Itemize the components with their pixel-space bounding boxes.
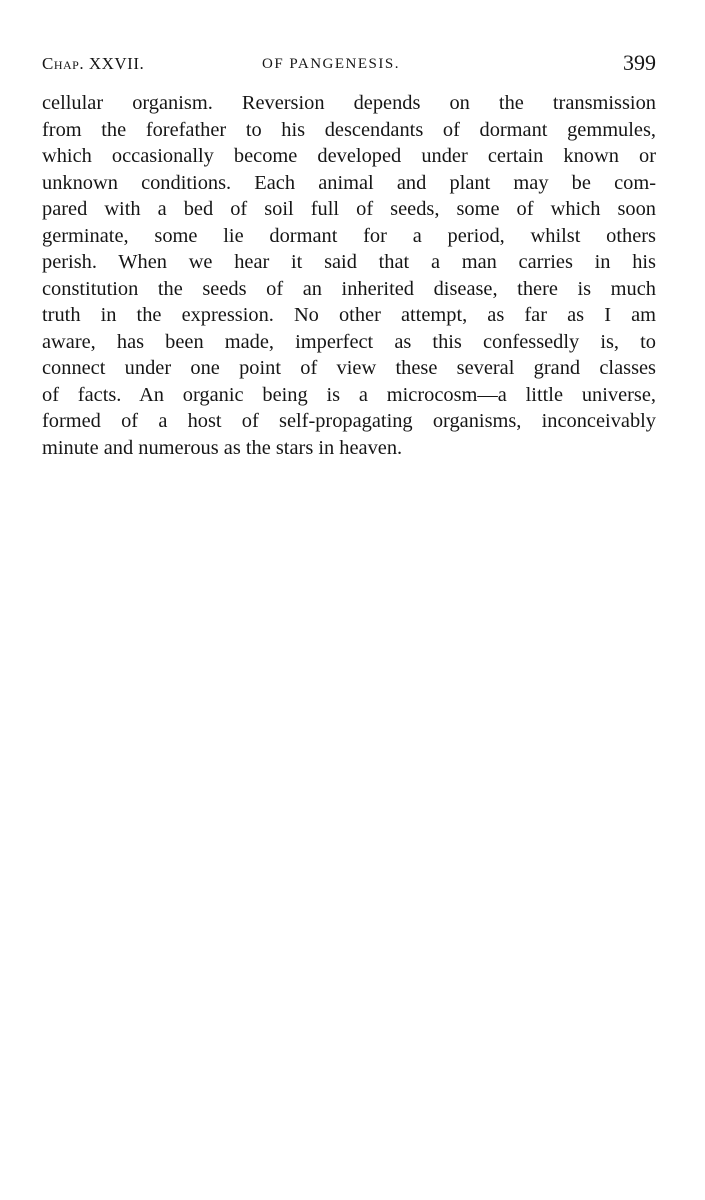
text-line: pared with a bed of soil full of seeds, some of which soon bbox=[42, 198, 656, 220]
text-line: aware, has been made, imperfect as this confessedly is, to bbox=[42, 330, 656, 353]
body-paragraph bbox=[42, 90, 656, 461]
text-line: unknown conditions. Each animal and plant may be com- bbox=[42, 171, 656, 194]
text-line: minute and numerous as the stars in heaven. bbox=[42, 436, 403, 459]
text-line: constitution the seeds of an inherited disease, there is much bbox=[42, 277, 656, 300]
text-line: perish. When we hear it said that a man carries in his bbox=[42, 251, 656, 273]
text-line: cellular organism. Reversion depends on the transmission bbox=[42, 92, 656, 114]
text-line: from the forefather to his descendants of dormant gemmules, bbox=[42, 118, 656, 141]
text-line: which occasionally become developed under certain known or bbox=[42, 145, 656, 167]
text-line: of facts. An organic being is a microcosm—a little universe, bbox=[42, 383, 656, 406]
page-number: 399 bbox=[623, 50, 656, 75]
text-line: germinate, some lie dormant for a period, whilst others bbox=[42, 224, 656, 247]
text-line: formed of a host of self-propagating organisms, inconceivably bbox=[42, 410, 656, 432]
text-line: truth in the expression. No other attempt, as far as I am bbox=[42, 304, 656, 326]
running-title: OF PANGENESIS. bbox=[262, 56, 400, 72]
running-head bbox=[42, 50, 656, 80]
chapter-label: Chap. XXVII. bbox=[42, 54, 145, 73]
text-line: connect under one point of view these several grand classes bbox=[42, 357, 656, 379]
